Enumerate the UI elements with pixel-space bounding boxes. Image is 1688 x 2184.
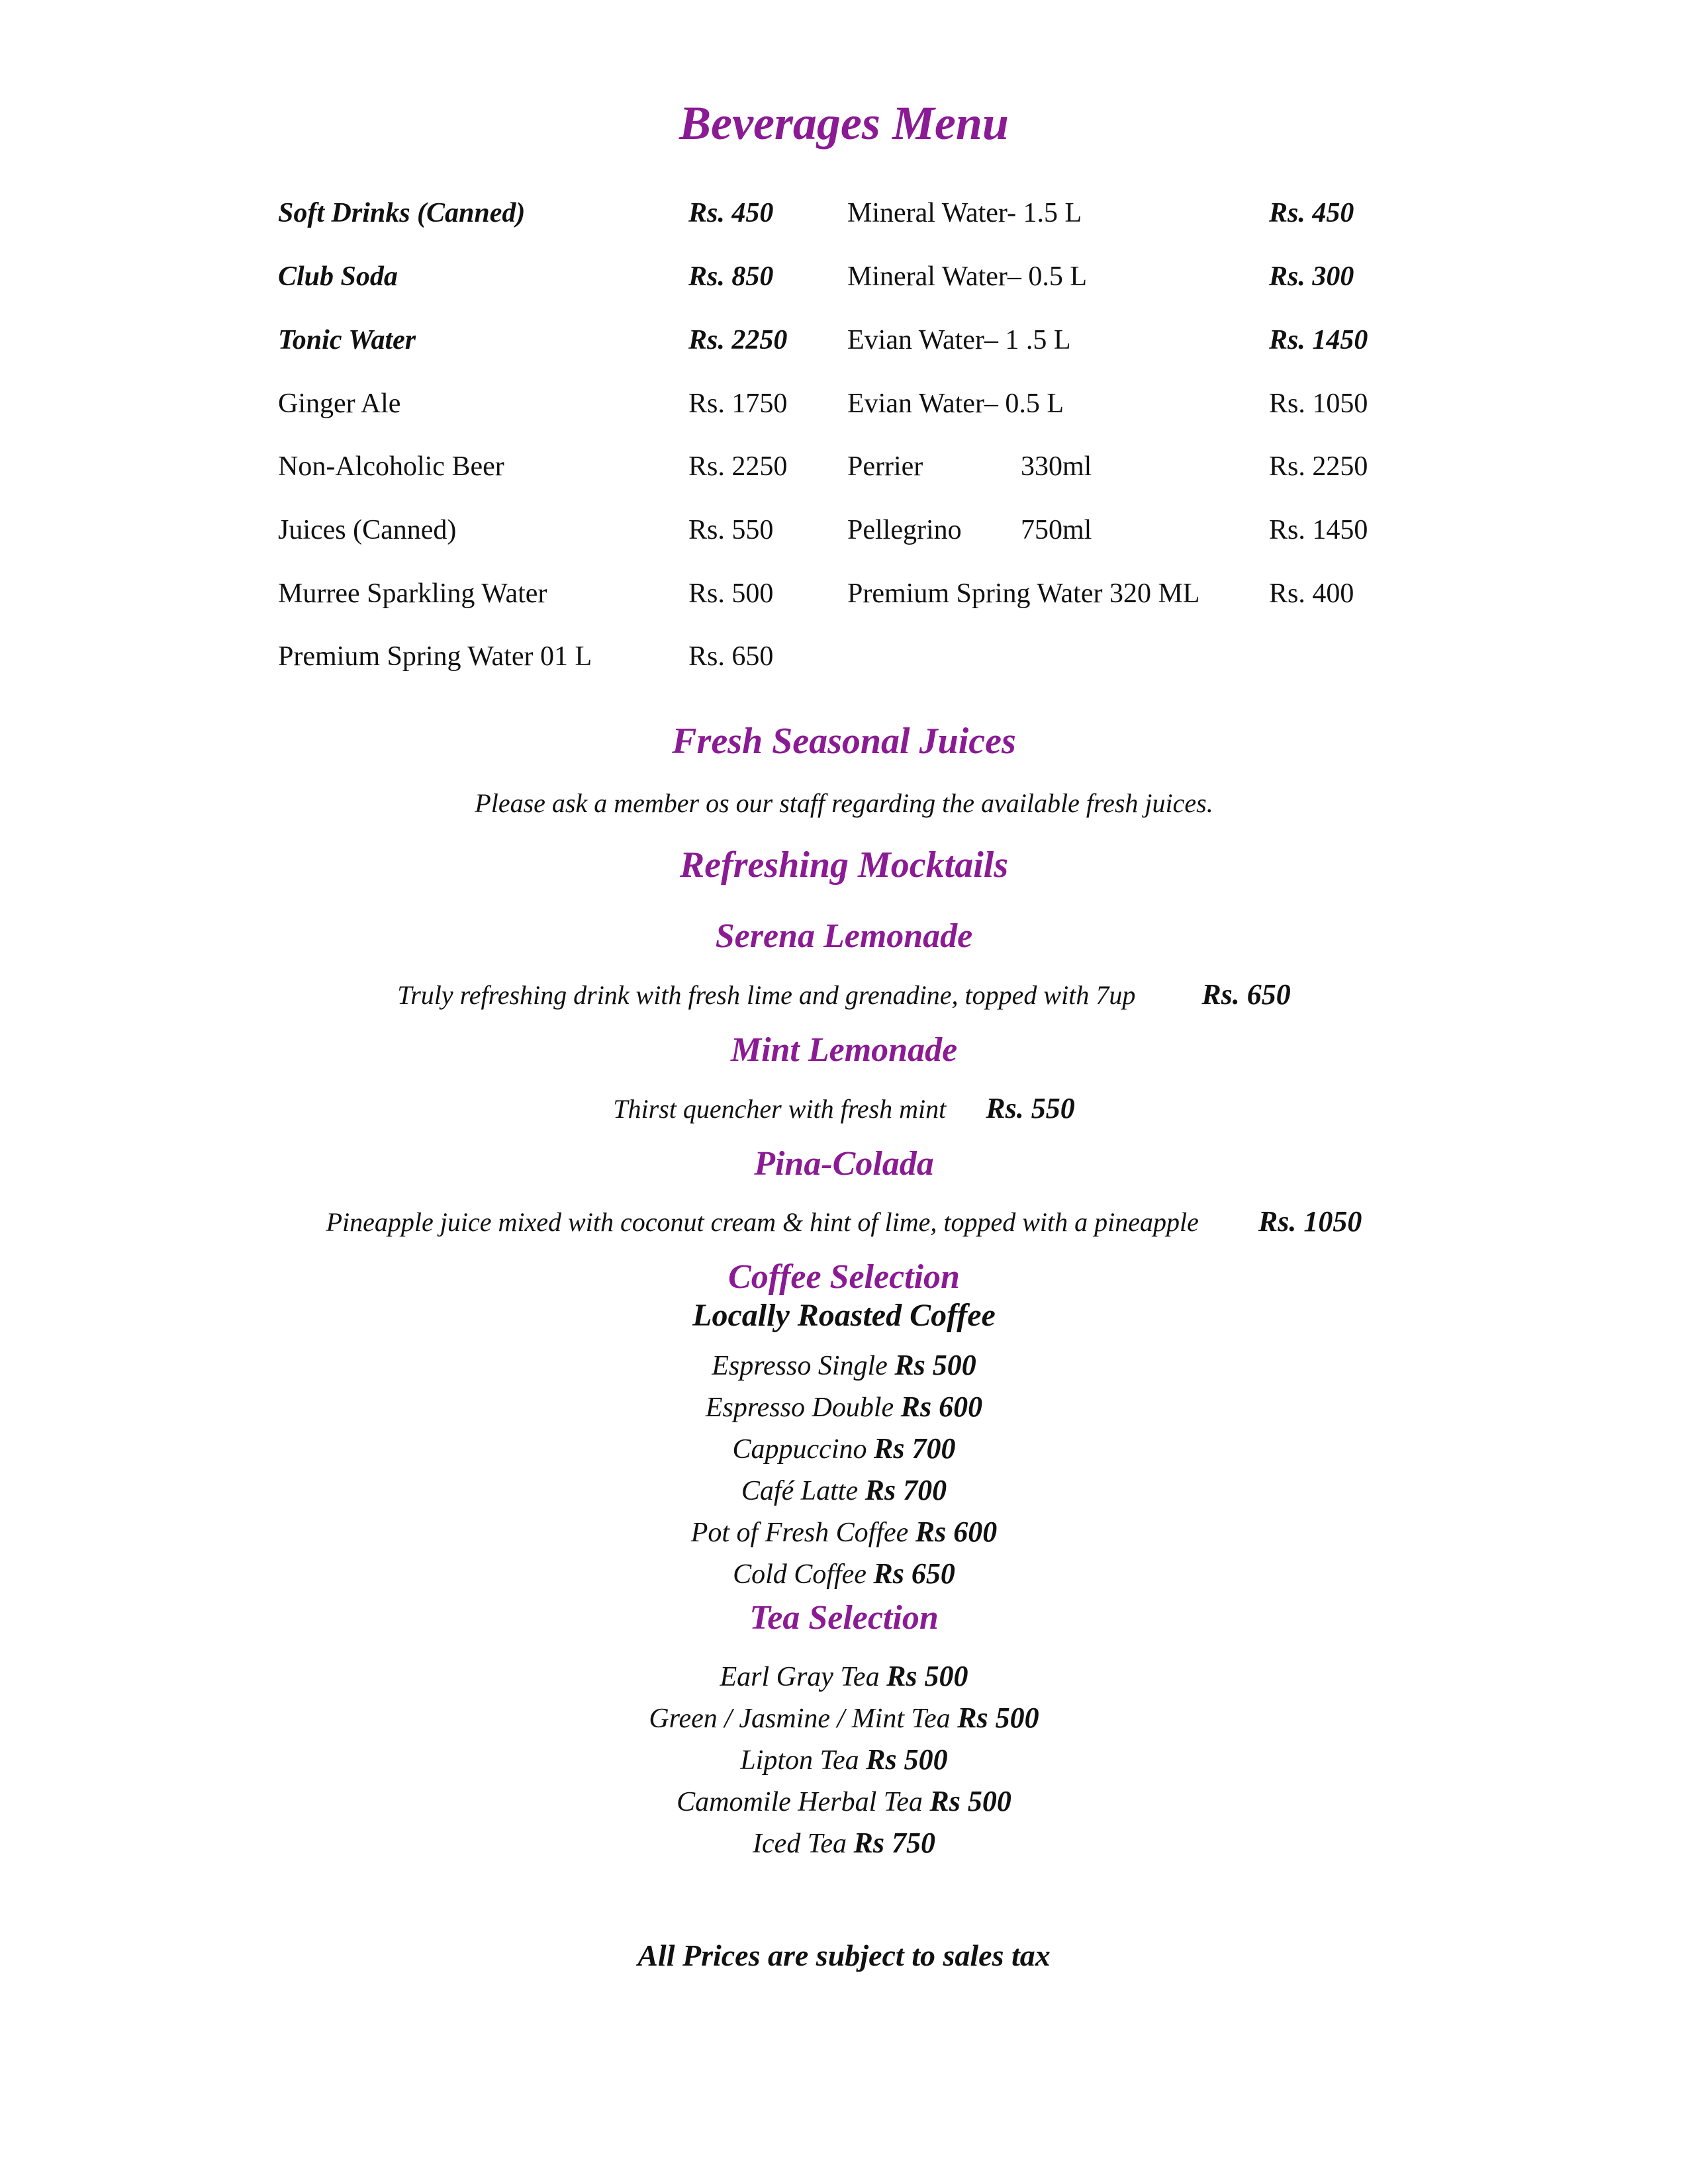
mocktail-price: Rs. 550 xyxy=(986,1092,1075,1124)
mocktail-name: Pina-Colada xyxy=(754,1145,934,1183)
item-price: Rs. 2250 xyxy=(688,325,788,355)
list-item xyxy=(278,514,821,554)
mocktail-name: Serena Lemonade xyxy=(715,917,973,955)
list-item xyxy=(0,1428,1688,1470)
list-item xyxy=(0,1698,1688,1739)
item-price: Rs. 550 xyxy=(688,515,774,545)
item-price: Rs 500 xyxy=(886,1660,968,1692)
mocktail-name: Mint Lemonade xyxy=(730,1031,958,1069)
item-name: Soft Drinks (Canned) xyxy=(278,198,526,228)
list-item xyxy=(0,1470,1688,1512)
item-price: Rs 650 xyxy=(873,1557,955,1590)
item-size: 750ml xyxy=(1021,515,1092,545)
list-item xyxy=(278,578,821,617)
list-item xyxy=(278,261,821,300)
item-name: Cappuccino xyxy=(732,1434,867,1465)
list-item xyxy=(278,197,821,237)
list-item xyxy=(278,388,821,428)
item-name: Green / Jasmine / Mint Tea xyxy=(649,1704,951,1734)
list-item xyxy=(847,514,1417,554)
list-item xyxy=(0,1656,1688,1698)
item-price: Rs. 2250 xyxy=(688,451,788,482)
list-item xyxy=(0,1739,1688,1781)
coffee-heading: Coffee Selection xyxy=(728,1258,960,1296)
item-name: Murree Sparkling Water xyxy=(278,578,547,609)
item-name: Evian Water– 0.5 L xyxy=(847,388,1064,419)
tea-list xyxy=(0,1656,1688,1864)
item-price: Rs. 400 xyxy=(1269,578,1354,609)
list-item xyxy=(0,1781,1688,1823)
item-name: Mineral Water- 1.5 L xyxy=(847,198,1082,228)
list-item xyxy=(0,1823,1688,1864)
item-price: Rs 500 xyxy=(957,1702,1039,1734)
item-price: Rs 500 xyxy=(894,1349,976,1381)
list-item xyxy=(847,324,1417,364)
list-item xyxy=(278,324,821,364)
mocktail-line xyxy=(0,978,1688,1011)
tea-heading: Tea Selection xyxy=(749,1599,939,1637)
item-price: Rs 750 xyxy=(853,1827,935,1859)
item-name: Club Soda xyxy=(278,261,398,292)
mocktail-price: Rs. 650 xyxy=(1201,978,1291,1011)
item-price: Rs. 450 xyxy=(688,198,774,228)
item-price: Rs. 450 xyxy=(1269,198,1354,228)
mocktail-line xyxy=(0,1205,1688,1238)
mocktail-desc: Thirst quencher with fresh mint xyxy=(613,1094,947,1124)
item-name: Premium Spring Water 01 L xyxy=(278,641,592,672)
mocktail-price: Rs. 1050 xyxy=(1258,1205,1362,1238)
item-name: Espresso Single xyxy=(712,1351,888,1381)
item-name: Mineral Water– 0.5 L xyxy=(847,261,1088,292)
item-name: Non-Alcoholic Beer xyxy=(278,451,504,482)
item-name: Ginger Ale xyxy=(278,388,401,419)
mocktail-line xyxy=(0,1091,1688,1125)
list-item xyxy=(847,578,1417,617)
item-price: Rs 500 xyxy=(929,1785,1011,1817)
item-price: Rs. 500 xyxy=(688,578,774,609)
item-name: Espresso Double xyxy=(705,1392,894,1423)
list-item xyxy=(847,388,1417,428)
item-name: Perrier xyxy=(847,451,923,482)
item-name: Tonic Water xyxy=(278,325,416,355)
item-name: Café Latte xyxy=(741,1476,859,1506)
item-name: Evian Water– 1 .5 L xyxy=(847,325,1071,355)
item-price: Rs. 2250 xyxy=(1269,451,1368,482)
list-item xyxy=(0,1512,1688,1553)
item-price: Rs. 1750 xyxy=(688,388,788,419)
list-item xyxy=(847,451,1417,490)
list-item xyxy=(0,1387,1688,1428)
list-item xyxy=(0,1345,1688,1387)
item-name: Iced Tea xyxy=(753,1829,847,1859)
list-item xyxy=(847,261,1417,300)
item-price: Rs. 650 xyxy=(688,641,774,672)
item-name: Lipton Tea xyxy=(740,1745,859,1776)
juices-note: Please ask a member os our staff regarding the available fresh juices. xyxy=(475,788,1213,818)
mocktail-desc: Pineapple juice mixed with coconut cream & hint of lime, topped with a pineapple xyxy=(326,1207,1199,1237)
item-price: Rs 700 xyxy=(873,1432,956,1465)
item-size: 330ml xyxy=(1021,451,1092,482)
mocktails-heading: Refreshing Mocktails xyxy=(679,844,1009,886)
item-name: Cold Coffee xyxy=(733,1559,867,1590)
item-name: Pot of Fresh Coffee xyxy=(690,1518,909,1548)
item-price: Rs 700 xyxy=(865,1474,947,1506)
item-price: Rs. 1050 xyxy=(1269,388,1368,419)
list-item xyxy=(278,641,821,680)
item-price: Rs 600 xyxy=(900,1390,983,1423)
mocktail-desc: Truly refreshing drink with fresh lime and grenadine, topped with 7up xyxy=(397,980,1136,1010)
item-price: Rs. 300 xyxy=(1269,261,1354,292)
juices-heading: Fresh Seasonal Juices xyxy=(672,721,1016,762)
tax-note: All Prices are subject to sales tax xyxy=(637,1938,1051,1972)
page-title: Beverages Menu xyxy=(679,97,1009,150)
item-name: Premium Spring Water 320 ML xyxy=(847,578,1200,609)
item-name: Pellegrino xyxy=(847,515,962,545)
item-price: Rs. 1450 xyxy=(1269,515,1368,545)
list-item xyxy=(278,451,821,490)
item-price: Rs 500 xyxy=(866,1743,948,1776)
coffee-list xyxy=(0,1345,1688,1595)
item-price: Rs. 1450 xyxy=(1269,325,1368,355)
item-name: Earl Gray Tea xyxy=(720,1662,880,1692)
list-item xyxy=(0,1553,1688,1595)
item-price: Rs 600 xyxy=(915,1516,998,1548)
item-price: Rs. 850 xyxy=(688,261,774,292)
item-name: Camomile Herbal Tea xyxy=(677,1787,923,1817)
item-name: Juices (Canned) xyxy=(278,515,457,545)
list-item xyxy=(847,197,1417,237)
coffee-subheading: Locally Roasted Coffee xyxy=(692,1298,996,1333)
